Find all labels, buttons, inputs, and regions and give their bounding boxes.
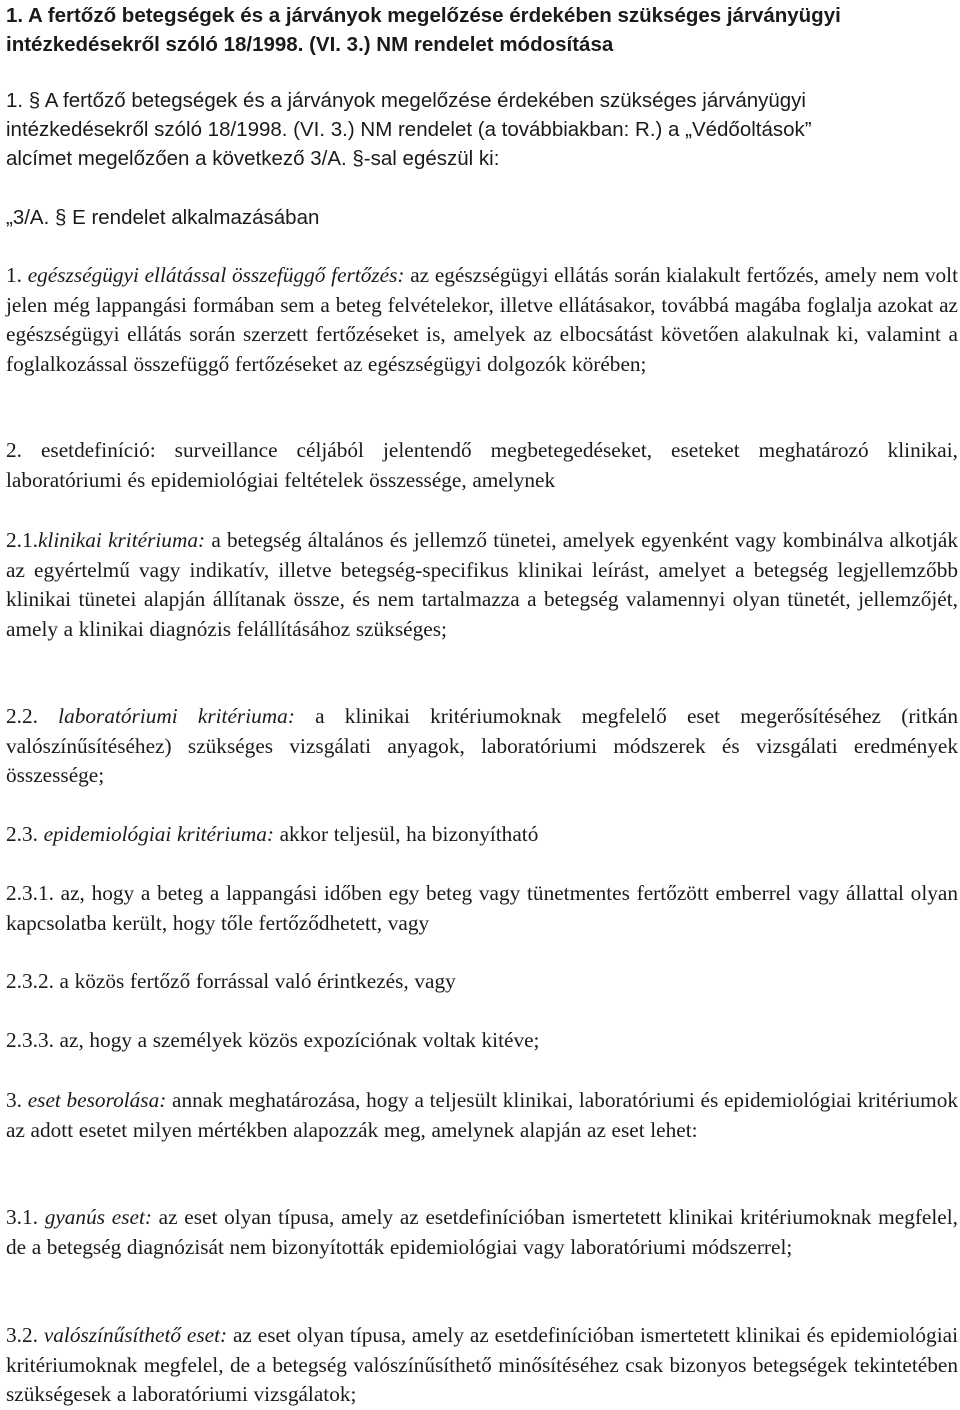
item-number: 3.	[6, 1088, 22, 1112]
definition-item-2-1	[6, 526, 958, 644]
definition-item-2	[6, 436, 958, 495]
document-title	[6, 1, 946, 59]
item-text: a közös fertőző forrással való érintkezés, vagy	[53, 969, 456, 993]
definition-item-2-3	[6, 820, 958, 850]
intro-line-2: intézkedésekről szóló 18/1998. (VI. 3.) NM rendelet (a továbbiakban: R.) a „Védőoltások”	[6, 118, 812, 141]
item-term: klinikai kritériuma:	[37, 528, 206, 552]
item-term: eset besorolása:	[27, 1088, 167, 1112]
intro-paragraph	[6, 86, 954, 173]
item-text: az eset olyan típusa, amely az esetdefinícióban ismertetett klinikai és epidemiológiai kritériumoknak megfelel, de a betegség valószínűsíthető minősítéséhez csak bizonyos betegségek tekintetében szükségesek a laboratóriumi vizsgálatok;	[6, 1323, 958, 1406]
item-number: 1.	[6, 263, 22, 287]
item-text: a betegség általános és jellemző tünetei, amelyek egyenként vagy kombinálva alkotják az egyértelmű vagy indikatív, illetve betegség-specifikus klinikai leírást, amelyet a betegség legjellemzőbb klinikai tünetei alapján állítanak össze, és nem tartalmazza a betegség valamennyi olyan tünetét, jellemzőjét, amely a klinikai diagnózis felállításához szükséges;	[6, 528, 958, 641]
item-text: az egészségügyi ellátás során kialakult fertőzés, amely nem volt jelen még lappangási formában sem a beteg felvételekor, illetve ellátásakor, továbbá magába foglalja azokat az egészségügyi ellátás során szerzett fertőzéseket is, amelyek az elbocsátást követően alakulnak ki, valamint a foglalkozással összefüggő fertőzéseket az egészségügyi dolgozók körében;	[6, 263, 958, 376]
item-term: laboratóriumi kritériuma:	[58, 704, 295, 728]
item-term: egészségügyi ellátással összefüggő fertőzés:	[27, 263, 405, 287]
item-text: az, hogy a beteg a lappangási időben egy beteg vagy tünetmentes fertőzött emberrel vagy állattal olyan kapcsolatba került, hogy tőle fertőződhetett, vagy	[6, 881, 958, 935]
item-number: 3.2.	[6, 1323, 38, 1347]
definition-item-2-2	[6, 702, 958, 791]
item-text: az, hogy a személyek közös expozíciónak voltak kitéve;	[53, 1028, 540, 1052]
definition-item-2-3-1	[6, 879, 958, 938]
definition-item-3	[6, 1086, 958, 1145]
item-text: annak meghatározása, hogy a teljesült klinikai, laboratóriumi és epidemiológiai kritériumok az adott esetet milyen mértékben alapozzák meg, amelynek alapján az eset lehet:	[6, 1088, 958, 1142]
item-term: valószínűsíthető eset:	[43, 1323, 228, 1347]
section-heading: „3/A. § E rendelet alkalmazásában	[6, 206, 320, 229]
item-term: gyanús eset:	[44, 1205, 152, 1229]
item-number: 2.	[6, 438, 22, 462]
item-text: az eset olyan típusa, amely az esetdefinícióban ismertetett klinikai kritériumoknak megfelel, de a betegség diagnózisát nem bizonyították epidemiológiai vagy laboratóriumi módszerrel;	[6, 1205, 958, 1259]
definition-item-3-1	[6, 1203, 958, 1262]
title-line-2: intézkedésekről szóló 18/1998. (VI. 3.) NM rendelet módosítása	[6, 33, 614, 56]
item-text: esetdefiníció: surveillance céljából jelentendő megbetegedéseket, eseteket meghatározó klinikai, laboratóriumi és epidemiológiai feltételek összessége, amelynek	[6, 438, 958, 492]
item-number: 2.1.	[6, 528, 38, 552]
item-number: 2.3.	[6, 822, 38, 846]
definition-item-2-3-3	[6, 1026, 958, 1056]
item-number: 2.2.	[6, 704, 38, 728]
item-number: 2.3.1.	[6, 881, 54, 905]
definition-item-2-3-2	[6, 967, 958, 997]
definition-item-1	[6, 261, 958, 379]
item-number: 2.3.2.	[6, 969, 54, 993]
item-number: 3.1.	[6, 1205, 38, 1229]
title-line-1: 1. A fertőző betegségek és a járványok megelőzése érdekében szükséges járványügyi	[6, 4, 841, 27]
item-number: 2.3.3.	[6, 1028, 54, 1052]
intro-line-3: alcímet megelőzően a következő 3/A. §-sal egészül ki:	[6, 147, 500, 170]
intro-line-1: 1. § A fertőző betegségek és a járványok megelőzése érdekében szükséges járványügyi	[6, 89, 806, 112]
item-text: a klinikai kritériumoknak megfelelő eset megerősítéséhez (ritkán valószínűsítéséhez) szükséges vizsgálati anyagok, laboratóriumi módszerek és vizsgálati eredmények összessége;	[6, 704, 958, 787]
definition-item-3-2	[6, 1321, 958, 1410]
item-term: epidemiológiai kritériuma:	[43, 822, 274, 846]
item-text: akkor teljesül, ha bizonyítható	[273, 822, 539, 846]
